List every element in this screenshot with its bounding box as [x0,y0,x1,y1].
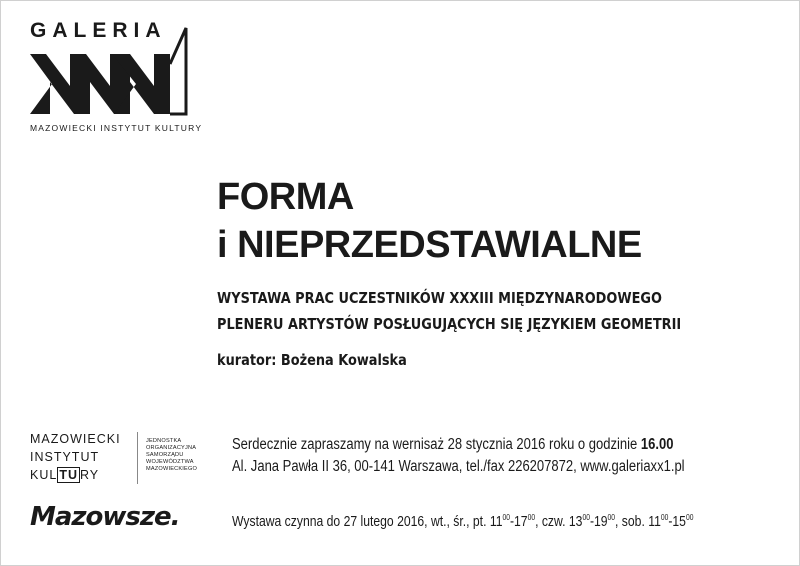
opening-hours: Wystawa czynna do 27 lutego 2016, wt., śr., pt. $11^{00}-17^{00}$, czw. $13^{00}-19^{00}$, sob. $11^{00}-15^{00}$ [232,513,694,530]
mik-tu-box: TU [59,468,78,482]
mik-row-3-pre: KUL [30,468,58,482]
galeria-xx1-logo [30,24,190,119]
invitation-line1: Serdecznie zapraszamy na wernisaż 28 stycznia 2016 roku o godzinie 16.00 [232,436,674,453]
mik-row-2: INSTYTUT [30,450,100,464]
exhibition-title-line1: FORMA [217,176,354,218]
gallery-subtitle: MAZOWIECKI INSTYTUT KULTURY [30,123,203,133]
mik-divider [137,432,138,484]
mazowsze-logo: Mazowsze. [30,502,180,532]
gallery-name: GALERIA [30,19,167,42]
mik-jednostka-text: JEDNOSTKA ORGANIZACYJNA SAMORZĄDU WOJEWÓDZTWA MAZOWIECKIEGO [146,438,198,472]
invitation-address: Al. Jana Pawła II 36, 00-141 Warszawa, tel./fax 226207872, www.galeriaxx1.pl [232,458,685,475]
opening-time: 16.00 [640,436,674,453]
mik-row-3 [30,466,125,484]
exhibition-title-line2: i NIEPRZEDSTAWIALNE [217,224,642,266]
mik-row-3-post: RY [80,468,100,482]
curator: kurator: Bożena Kowalska [217,351,407,369]
mik-row-1: MAZOWIECKI [30,432,121,446]
exhibition-subtitle-line2: PLENERU ARTYSTÓW POSŁUGUJĄCYCH SIĘ JĘZYKIEM GEOMETRII [217,315,682,333]
mik-logo [30,430,125,484]
exhibition-subtitle-line1: WYSTAWA PRAC UCZESTNIKÓW XXXIII MIĘDZYNARODOWEGO [217,289,662,307]
